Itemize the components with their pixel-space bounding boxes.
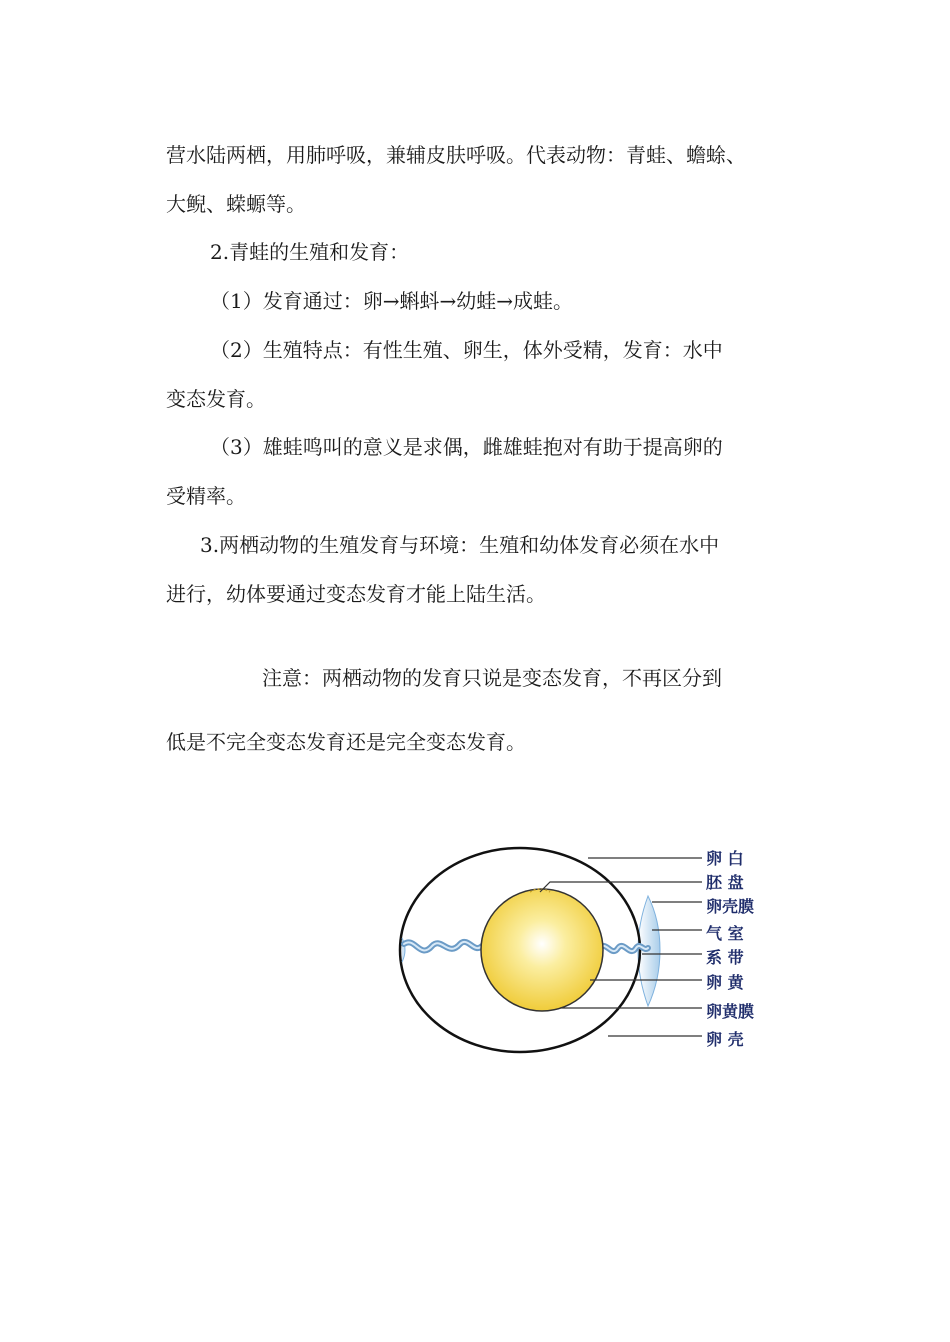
label-air-cell: 气 室: [706, 924, 744, 943]
paragraph-line: 变态发育。: [166, 387, 266, 411]
label-yolk-membrane: 卵黄膜: [706, 1002, 755, 1021]
list-item: （2）生殖特点：有性生殖、卵生，体外受精，发育：水中: [210, 338, 723, 362]
egg-structure-diagram: [390, 840, 770, 1070]
section-heading: 2.青蛙的生殖和发育：: [210, 240, 410, 264]
paragraph-line: 受精率。: [166, 484, 246, 508]
label-eggshell: 卵 壳: [706, 1030, 744, 1049]
yolk: [481, 889, 603, 1011]
note-line: 注意：两栖动物的发育只说是变态发育，不再区分到: [262, 666, 722, 690]
label-chalaza: 系 带: [706, 948, 744, 967]
chalaza-left: [402, 938, 482, 962]
label-albumen: 卵 白: [706, 849, 744, 868]
label-germinal-disc: 胚 盘: [706, 873, 744, 892]
label-yolk: 卵 黄: [706, 973, 744, 992]
paragraph-line: 进行，幼体要通过变态发育才能上陆生活。: [166, 582, 546, 606]
section-heading: 3.两栖动物的生殖发育与环境：生殖和幼体发育必须在水中: [200, 533, 720, 557]
list-item: （1）发育通过：卵→蝌蚪→幼蛙→成蛙。: [210, 289, 573, 313]
note-line: 低是不完全变态发育还是完全变态发育。: [166, 730, 526, 754]
paragraph-line: 大鲵、蝾螈等。: [166, 192, 306, 216]
list-item: （3）雄蛙鸣叫的意义是求偶，雌雄蛙抱对有助于提高卵的: [210, 435, 723, 459]
label-shell-membrane: 卵壳膜: [706, 897, 755, 916]
paragraph-line: 营水陆两栖，用肺呼吸，兼辅皮肤呼吸。代表动物：青蛙、蟾蜍、: [166, 143, 746, 167]
